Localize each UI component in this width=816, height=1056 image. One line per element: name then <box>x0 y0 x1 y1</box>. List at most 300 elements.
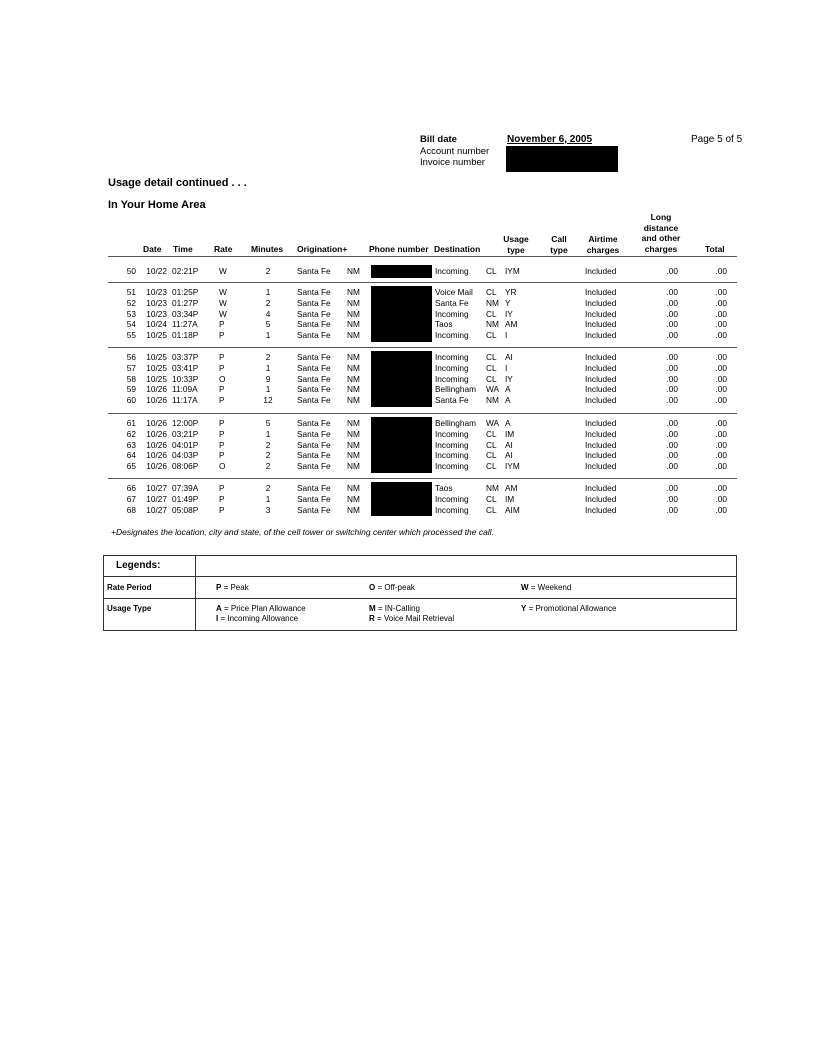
legend-text: = Weekend <box>528 583 572 592</box>
cell-ld: .00 <box>666 450 678 461</box>
cell-rate: P <box>219 395 225 406</box>
cell-date: 10/26 <box>146 395 167 406</box>
col-ld-line3: and other <box>641 233 681 243</box>
col-airtime-line2: charges <box>586 244 620 255</box>
cell-dest-city: Incoming <box>435 493 469 504</box>
cell-dest-city: Taos <box>435 483 453 493</box>
cell-min: 1 <box>265 428 271 439</box>
cell-ld: .00 <box>666 384 678 395</box>
cell-min: 2 <box>265 461 271 472</box>
cell-date: 10/25 <box>146 330 167 341</box>
cell-orig-city: Santa Fe <box>297 504 331 515</box>
bill-date-value: November 6, 2005 <box>507 134 593 145</box>
col-usage-type <box>498 234 534 255</box>
cell-date: 10/23 <box>146 297 167 308</box>
table-row <box>0 505 816 516</box>
cell-airtime: Included <box>585 493 617 504</box>
cell-dest-city: Bellingham <box>435 384 477 395</box>
table-row <box>0 319 816 330</box>
cell-dest-st: WA <box>486 418 500 428</box>
legends-title: Legends: <box>116 560 161 571</box>
cell-ld: .00 <box>666 483 678 493</box>
cell-min: 1 <box>265 362 271 373</box>
cell-dest-city: Incoming <box>435 504 469 515</box>
legend-usage-m <box>369 604 420 614</box>
cell-n: 63 <box>126 439 136 450</box>
legend-rate-period-label: Rate Period <box>107 583 152 592</box>
cell-dest-city: Bellingham <box>435 418 477 428</box>
cell-airtime: Included <box>585 362 617 373</box>
col-call-line2: type <box>550 244 568 255</box>
cell-ld: .00 <box>666 352 678 362</box>
cell-orig-st: NM <box>347 352 360 362</box>
legend-text: = Off-peak <box>375 583 415 592</box>
cell-min: 2 <box>265 266 271 276</box>
cell-usage: I <box>505 330 508 341</box>
cell-n: 61 <box>126 418 136 428</box>
cell-total: .00 <box>715 352 727 362</box>
cell-orig-city: Santa Fe <box>297 266 331 276</box>
table-group-separator <box>108 282 737 283</box>
cell-min: 12 <box>263 395 273 406</box>
cell-usage: AI <box>505 439 513 450</box>
cell-usage: IM <box>505 428 515 439</box>
cell-rate: W <box>219 308 227 319</box>
table-row <box>0 374 816 385</box>
cell-date: 10/26 <box>146 428 167 439</box>
col-destination: Destination <box>434 244 481 254</box>
cell-time: 01:49P <box>172 493 199 504</box>
cell-dest-st: CL <box>486 352 497 362</box>
cell-time: 03:37P <box>172 352 199 362</box>
cell-usage: IM <box>505 493 515 504</box>
cell-ld: .00 <box>666 395 678 406</box>
cell-min: 4 <box>265 308 271 319</box>
cell-dest-st: CL <box>486 308 497 319</box>
legend-text: = Promotional Allowance <box>526 604 617 613</box>
col-ld-line1: Long <box>650 212 672 222</box>
cell-dest-st: NM <box>486 297 499 308</box>
table-row <box>0 287 816 298</box>
cell-date: 10/26 <box>146 384 167 395</box>
col-ld-line2: distance <box>643 222 679 233</box>
cell-date: 10/27 <box>146 504 167 515</box>
table-row <box>0 298 816 309</box>
cell-min: 5 <box>265 418 271 428</box>
cell-date: 10/26 <box>146 450 167 461</box>
table-row <box>0 418 816 429</box>
legend-usage-type-label: Usage Type <box>107 604 152 613</box>
cell-dest-st: NM <box>486 319 499 330</box>
cell-n: 64 <box>126 450 136 461</box>
cell-n: 58 <box>126 373 136 384</box>
cell-dest-st: CL <box>486 362 497 373</box>
cell-rate: P <box>219 330 225 341</box>
cell-date: 10/25 <box>146 352 167 362</box>
legends-divider-2 <box>103 598 737 599</box>
cell-orig-city: Santa Fe <box>297 395 331 406</box>
table-row <box>0 395 816 406</box>
cell-ld: .00 <box>666 319 678 330</box>
cell-usage: A <box>505 384 511 395</box>
cell-dest-city: Incoming <box>435 439 469 450</box>
table-row <box>0 483 816 494</box>
cell-orig-st: NM <box>347 297 360 308</box>
cell-ld: .00 <box>666 330 678 341</box>
col-minutes: Minutes <box>251 244 284 254</box>
cell-ld: .00 <box>666 428 678 439</box>
cell-dest-st: CL <box>486 266 497 276</box>
cell-date: 10/25 <box>146 362 167 373</box>
cell-n: 51 <box>126 287 136 297</box>
cell-orig-st: NM <box>347 439 360 450</box>
legend-text: = Peak <box>221 583 249 592</box>
cell-n: 53 <box>126 308 136 319</box>
cell-usage: Y <box>505 297 511 308</box>
cell-airtime: Included <box>585 483 617 493</box>
cell-orig-city: Santa Fe <box>297 352 331 362</box>
cell-usage: YR <box>505 287 517 297</box>
cell-time: 04:03P <box>172 450 199 461</box>
cell-dest-st: CL <box>486 373 497 384</box>
table-row <box>0 352 816 363</box>
cell-airtime: Included <box>585 266 617 276</box>
cell-dest-city: Incoming <box>435 362 469 373</box>
cell-orig-st: NM <box>347 319 360 330</box>
cell-rate: P <box>219 428 225 439</box>
cell-time: 10:33P <box>172 373 199 384</box>
cell-dest-city: Incoming <box>435 450 469 461</box>
cell-dest-city: Santa Fe <box>435 395 469 406</box>
cell-n: 60 <box>126 395 136 406</box>
cell-dest-city: Santa Fe <box>435 297 469 308</box>
cell-dest-st: CL <box>486 493 497 504</box>
cell-n: 56 <box>126 352 136 362</box>
cell-airtime: Included <box>585 384 617 395</box>
cell-date: 10/23 <box>146 308 167 319</box>
cell-rate: P <box>219 439 225 450</box>
cell-rate: P <box>219 450 225 461</box>
cell-n: 54 <box>126 319 136 330</box>
cell-orig-city: Santa Fe <box>297 373 331 384</box>
cell-usage: IY <box>505 373 513 384</box>
cell-orig-st: NM <box>347 450 360 461</box>
cell-airtime: Included <box>585 418 617 428</box>
cell-usage: AM <box>505 319 518 330</box>
legend-rate-peak <box>216 583 249 593</box>
cell-ld: .00 <box>666 287 678 297</box>
table-row <box>0 461 816 472</box>
cell-total: .00 <box>715 297 727 308</box>
cell-time: 11:09A <box>172 384 198 395</box>
table-row <box>0 266 816 277</box>
cell-n: 55 <box>126 330 136 341</box>
cell-usage: AI <box>505 450 513 461</box>
cell-n: 66 <box>126 483 136 493</box>
cell-time: 11:27A <box>172 319 198 330</box>
cell-time: 12:00P <box>172 418 199 428</box>
cell-ld: .00 <box>666 362 678 373</box>
legend-key: R <box>369 614 375 623</box>
cell-airtime: Included <box>585 439 617 450</box>
cell-n: 59 <box>126 384 136 395</box>
cell-rate: P <box>219 319 225 330</box>
cell-rate: W <box>219 266 227 276</box>
cell-orig-city: Santa Fe <box>297 319 331 330</box>
cell-airtime: Included <box>585 373 617 384</box>
cell-total: .00 <box>715 308 727 319</box>
cell-total: .00 <box>715 450 727 461</box>
cell-n: 67 <box>126 493 136 504</box>
cell-orig-city: Santa Fe <box>297 439 331 450</box>
footnote: +Designates the location, city and state, of the cell tower or switching center which processed the call. <box>111 527 494 537</box>
col-total: Total <box>705 244 725 254</box>
cell-n: 68 <box>126 504 136 515</box>
col-ld-line4: charges <box>644 243 678 254</box>
cell-usage: AIM <box>505 504 520 515</box>
cell-dest-city: Incoming <box>435 330 469 341</box>
cell-orig-st: NM <box>347 373 360 384</box>
col-usage-line1: Usage <box>503 234 529 244</box>
legends-divider-1 <box>103 576 737 577</box>
legend-text: = Price Plan Allowance <box>221 604 306 613</box>
cell-airtime: Included <box>585 330 617 341</box>
cell-rate: P <box>219 483 225 493</box>
cell-orig-st: NM <box>347 504 360 515</box>
section-title: Usage detail continued . . . <box>108 177 247 189</box>
cell-time: 01:27P <box>172 297 199 308</box>
cell-ld: .00 <box>666 266 678 276</box>
cell-orig-st: NM <box>347 483 360 493</box>
table-group-separator <box>108 347 737 348</box>
cell-rate: P <box>219 362 225 373</box>
table-row <box>0 494 816 505</box>
legend-usage-r <box>369 614 454 624</box>
redacted-account-info <box>506 146 618 172</box>
cell-usage: A <box>505 418 511 428</box>
cell-rate: P <box>219 504 225 515</box>
cell-rate: O <box>219 373 226 384</box>
cell-orig-st: NM <box>347 266 360 276</box>
cell-orig-city: Santa Fe <box>297 483 331 493</box>
legend-key: I <box>216 614 219 623</box>
cell-date: 10/26 <box>146 418 167 428</box>
cell-usage: I <box>505 362 508 373</box>
cell-airtime: Included <box>585 308 617 319</box>
cell-time: 01:25P <box>172 287 199 297</box>
legend-text: = Incoming Allowance <box>218 614 299 623</box>
cell-airtime: Included <box>585 450 617 461</box>
cell-orig-st: NM <box>347 428 360 439</box>
legend-key: O <box>369 583 376 592</box>
cell-dest-st: CL <box>486 330 497 341</box>
cell-n: 52 <box>126 297 136 308</box>
table-row <box>0 363 816 374</box>
legend-key: W <box>521 583 529 592</box>
cell-airtime: Included <box>585 395 617 406</box>
cell-rate: P <box>219 493 225 504</box>
cell-orig-city: Santa Fe <box>297 384 331 395</box>
cell-min: 2 <box>265 450 271 461</box>
cell-total: .00 <box>715 362 727 373</box>
cell-dest-city: Incoming <box>435 266 469 276</box>
cell-total: .00 <box>715 483 727 493</box>
page-number: Page 5 of 5 <box>691 134 743 145</box>
cell-dest-city: Voice Mail <box>435 287 473 297</box>
cell-orig-st: NM <box>347 493 360 504</box>
cell-total: .00 <box>715 395 727 406</box>
cell-dest-st: CL <box>486 439 497 450</box>
cell-ld: .00 <box>666 297 678 308</box>
cell-orig-city: Santa Fe <box>297 330 331 341</box>
cell-airtime: Included <box>585 297 617 308</box>
cell-orig-city: Santa Fe <box>297 428 331 439</box>
legend-rate-offpeak <box>369 583 415 593</box>
col-rate: Rate <box>214 244 233 254</box>
col-usage-line2: type <box>507 244 525 255</box>
cell-n: 50 <box>126 266 136 276</box>
cell-dest-city: Incoming <box>435 352 469 362</box>
table-group-separator <box>108 413 737 414</box>
cell-min: 2 <box>265 439 271 450</box>
cell-orig-city: Santa Fe <box>297 493 331 504</box>
cell-rate: P <box>219 352 225 362</box>
cell-ld: .00 <box>666 439 678 450</box>
cell-airtime: Included <box>585 428 617 439</box>
cell-total: .00 <box>715 319 727 330</box>
table-row <box>0 384 816 395</box>
cell-total: .00 <box>715 418 727 428</box>
cell-airtime: Included <box>585 504 617 515</box>
cell-orig-st: NM <box>347 287 360 297</box>
legend-key: P <box>216 583 222 592</box>
legend-key: Y <box>521 604 527 613</box>
cell-min: 1 <box>265 384 271 395</box>
cell-dest-st: NM <box>486 483 499 493</box>
cell-orig-city: Santa Fe <box>297 287 331 297</box>
cell-ld: .00 <box>666 373 678 384</box>
cell-usage: AM <box>505 483 518 493</box>
cell-orig-st: NM <box>347 362 360 373</box>
cell-dest-st: NM <box>486 395 499 406</box>
cell-min: 2 <box>265 483 271 493</box>
cell-usage: IYM <box>505 461 520 472</box>
cell-orig-st: NM <box>347 384 360 395</box>
cell-orig-city: Santa Fe <box>297 450 331 461</box>
cell-n: 65 <box>126 461 136 472</box>
cell-rate: P <box>219 384 225 395</box>
table-row <box>0 330 816 341</box>
cell-time: 03:41P <box>172 362 199 373</box>
cell-date: 10/26 <box>146 439 167 450</box>
invoice-number-label: Invoice number <box>420 157 485 168</box>
cell-min: 1 <box>265 493 271 504</box>
cell-total: .00 <box>715 266 727 276</box>
cell-airtime: Included <box>585 461 617 472</box>
cell-date: 10/27 <box>146 493 167 504</box>
cell-orig-st: NM <box>347 308 360 319</box>
table-group-separator <box>108 478 737 479</box>
cell-time: 11:17A <box>172 395 198 406</box>
cell-dest-city: Incoming <box>435 428 469 439</box>
cell-n: 57 <box>126 362 136 373</box>
cell-airtime: Included <box>585 352 617 362</box>
cell-orig-st: NM <box>347 461 360 472</box>
cell-ld: .00 <box>666 504 678 515</box>
bill-date-label: Bill date <box>420 134 457 145</box>
table-row <box>0 429 816 440</box>
cell-date: 10/26 <box>146 461 167 472</box>
cell-orig-city: Santa Fe <box>297 418 331 428</box>
cell-total: .00 <box>715 287 727 297</box>
cell-time: 08:06P <box>172 461 199 472</box>
legend-usage-i <box>216 614 298 624</box>
legend-key: A <box>216 604 222 613</box>
legends-divider-vertical <box>195 555 196 631</box>
cell-n: 62 <box>126 428 136 439</box>
legend-text: = IN-Calling <box>375 604 420 613</box>
cell-dest-st: CL <box>486 287 497 297</box>
legend-usage-a <box>216 604 306 614</box>
table-row <box>0 450 816 461</box>
cell-time: 01:18P <box>172 330 199 341</box>
cell-time: 03:34P <box>172 308 199 319</box>
cell-ld: .00 <box>666 418 678 428</box>
cell-dest-st: CL <box>486 428 497 439</box>
col-origination: Origination+ <box>297 244 348 254</box>
cell-dest-city: Incoming <box>435 461 469 472</box>
cell-usage: IYM <box>505 266 520 276</box>
cell-orig-st: NM <box>347 395 360 406</box>
cell-total: .00 <box>715 439 727 450</box>
cell-total: .00 <box>715 428 727 439</box>
cell-time: 07:39A <box>172 483 199 493</box>
cell-min: 9 <box>265 373 271 384</box>
cell-total: .00 <box>715 493 727 504</box>
cell-airtime: Included <box>585 319 617 330</box>
cell-min: 2 <box>265 297 271 308</box>
cell-orig-st: NM <box>347 330 360 341</box>
cell-ld: .00 <box>666 461 678 472</box>
legend-text: = Voice Mail Retrieval <box>374 614 455 623</box>
cell-min: 3 <box>265 504 271 515</box>
cell-orig-city: Santa Fe <box>297 308 331 319</box>
col-time: Time <box>173 244 193 254</box>
cell-dest-city: Incoming <box>435 373 469 384</box>
cell-date: 10/24 <box>146 319 167 330</box>
cell-dest-city: Incoming <box>435 308 469 319</box>
cell-time: 04:01P <box>172 439 199 450</box>
cell-usage: AI <box>505 352 513 362</box>
table-row <box>0 440 816 451</box>
cell-total: .00 <box>715 461 727 472</box>
cell-total: .00 <box>715 330 727 341</box>
table-group-separator <box>108 256 737 257</box>
legend-usage-y <box>521 604 616 614</box>
cell-rate: W <box>219 287 227 297</box>
col-long-distance-charges <box>634 212 688 254</box>
account-number-label: Account number <box>420 145 490 157</box>
cell-time: 02:21P <box>172 266 199 276</box>
cell-orig-city: Santa Fe <box>297 461 331 472</box>
col-airtime-charges <box>580 234 626 255</box>
cell-total: .00 <box>715 504 727 515</box>
cell-ld: .00 <box>666 493 678 504</box>
table-row <box>0 309 816 320</box>
col-date: Date <box>143 244 162 254</box>
cell-rate: P <box>219 418 225 428</box>
cell-min: 1 <box>265 330 271 341</box>
